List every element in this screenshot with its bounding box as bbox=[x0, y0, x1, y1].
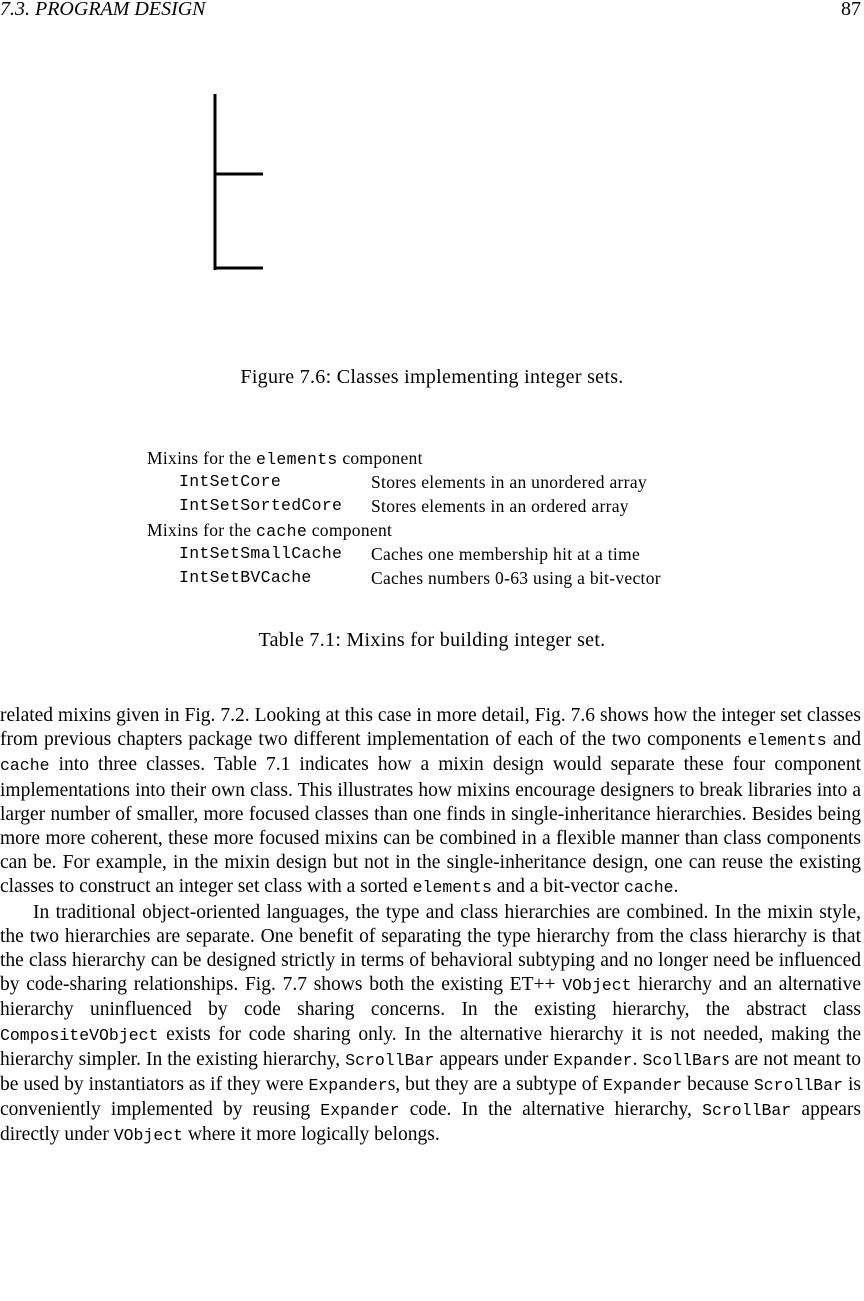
table-row bbox=[147, 470, 647, 494]
running-header bbox=[0, 0, 864, 24]
mixin-name: IntSetSortedCore bbox=[179, 496, 343, 515]
table-row bbox=[147, 566, 661, 590]
table-row bbox=[147, 542, 641, 566]
mixin-name: IntSetCore bbox=[179, 472, 282, 491]
mixin-description: Stores elements in an unordered array bbox=[371, 472, 647, 492]
mixin-description: Caches one membership hit at a time bbox=[371, 544, 641, 564]
mixin-name: IntSetBVCache bbox=[179, 568, 312, 587]
paragraph: related mixins given in Fig. 7.2. Looking at this case in more detail, Fig. 7.6 shows how the integer set classes from previous chapters package two different implementation of each of the two components elements and cache into three classes. Table 7.1 indicates how a mixin design would separate these four component implementations into their own class. This illustrates how mixins encourage designers to break libraries into a larger number of smaller, more focused classes than one finds in single-inheritance hierarchies. Besides being more more coherent, these more focused mixins can be combined in a flexible manner than class components can be. For example, in the mixin design but not in the single-inheritance design, one can reuse the existing classes to construct an integer set class with a sorted elements and a bit-vector cache. bbox=[0, 705, 862, 898]
table-row bbox=[147, 494, 629, 518]
paragraph: In traditional object-oriented languages, the type and class hierarchies are combined. In the mixin style, the two hierarchies are separate. One benefit of separating the type hierarchy from the class hierarchy is that the class hierarchy can be designed strictly in terms of behavioral subtyping and no longer need be influenced by code-sharing relationships. Fig. 7.7 shows both the existing ET++ VObject hierarchy and an alternative hierarchy uninfluenced by code sharing concerns. In the existing hierarchy, the abstract class CompositeVObject exists for code sharing only. In the alternative hierarchy it is not needed, making the hierarchy simpler. In the existing hierarchy, ScrollBar appears under Expander. ScollBars are not meant to be used by instantiators as if they were Expanders, but they are a subtype of Expander because ScrollBar is conveniently implemented by reusing Expander code. In the alternative hierarchy, ScrollBar appears directly under VObject where it more logically belongs. bbox=[0, 901, 862, 1146]
figure-caption: Figure 7.6: Classes implementing integer sets. bbox=[240, 366, 624, 388]
table-caption: Table 7.1: Mixins for building integer set. bbox=[258, 629, 606, 651]
section-title: 7.3. PROGRAM DESIGN bbox=[0, 0, 206, 20]
mixin-description: Caches numbers 0-63 using a bit-vector bbox=[371, 568, 661, 588]
mixin-table bbox=[147, 446, 661, 590]
mixin-name: IntSetSmallCache bbox=[179, 544, 343, 563]
mixin-description: Stores elements in an ordered array bbox=[371, 496, 629, 516]
table-group-heading: Mixins for the elements component bbox=[147, 448, 423, 469]
body-text bbox=[0, 704, 861, 1149]
page-number: 87 bbox=[841, 0, 861, 20]
table-group-heading: Mixins for the cache component bbox=[147, 520, 393, 541]
figure-hierarchy-lines bbox=[200, 90, 280, 280]
